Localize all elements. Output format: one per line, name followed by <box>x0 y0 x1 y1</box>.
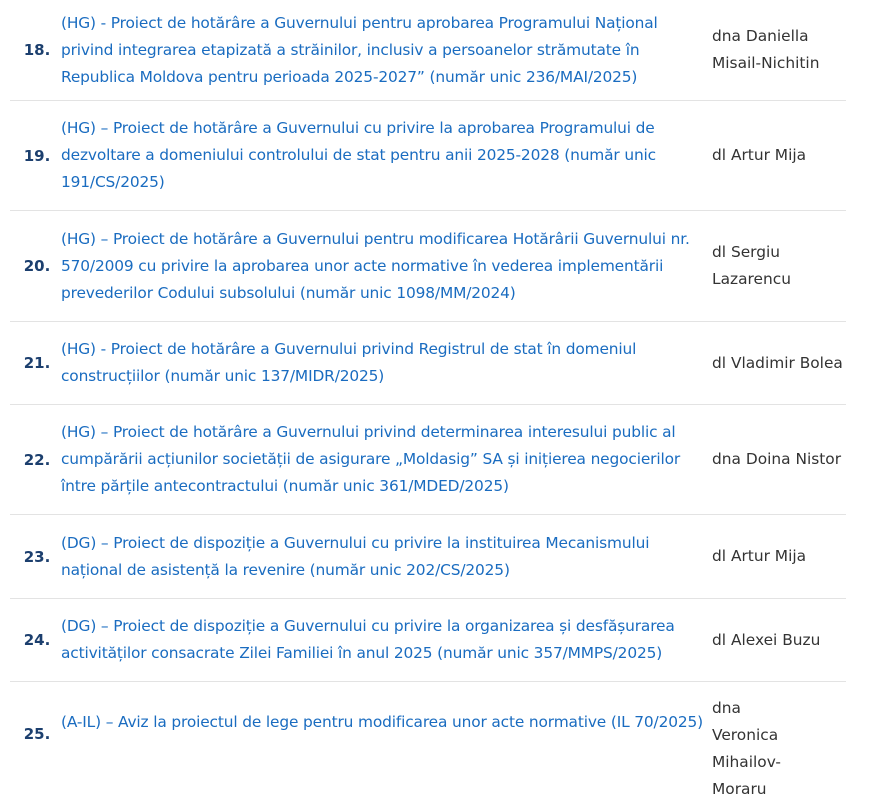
item-number: 25. <box>23 725 51 743</box>
item-number: 19. <box>23 146 51 165</box>
item-title-link[interactable]: (HG) - Proiect de hotărâre a Guvernului privind Registrul de stat în domeniul construcțiilor (număr unic 137/MIDR/2025) <box>61 340 637 385</box>
agenda-table <box>10 0 846 798</box>
agenda-row <box>10 515 846 599</box>
agenda-row <box>10 682 846 798</box>
item-speaker: dl Artur Mija <box>712 146 807 164</box>
item-title-link[interactable]: (HG) - Proiect de hotărâre a Guvernului pentru aprobarea Programului Național privind integrarea etapizată a străinilor, inclusiv a persoanelor strămutate în Republica Moldova pentru perioada 2025-2027” (număr unic 236/MAI/2025) <box>61 13 658 86</box>
item-speaker: dna Veronica Mihailov-Moraru <box>712 699 781 798</box>
item-number: 21. <box>23 354 51 372</box>
item-speaker: dl Alexei Buzu <box>712 630 821 649</box>
agenda-row <box>10 405 846 515</box>
item-title-link[interactable]: (DG) – Proiect de dispoziție a Guvernului cu privire la organizarea și desfășurarea activităților consacrate Zilei Familiei în anul 2025 (număr unic 357/MMPS/2025) <box>61 617 675 662</box>
item-number: 20. <box>23 257 51 275</box>
agenda-row <box>10 599 846 682</box>
item-number: 18. <box>23 41 51 59</box>
item-number: 22. <box>23 450 51 469</box>
item-title-link[interactable]: (DG) – Proiect de dispoziție a Guvernului cu privire la instituirea Mecanismului național de asistență la revenire (număr unic 202/CS/2025) <box>61 533 650 579</box>
item-speaker: dl Sergiu Lazarencu <box>712 243 791 288</box>
item-speaker: dna Daniella Misail-Nichitin <box>712 27 820 72</box>
item-title-link[interactable]: (HG) – Proiect de hotărâre a Guvernului cu privire la aprobarea Programului de dezvoltare a domeniului controlului de stat pentru anii 2025-2028 (număr unic 191/CS/2025) <box>61 119 656 191</box>
item-number: 23. <box>23 547 51 566</box>
item-title-link[interactable]: (HG) – Proiect de hotărâre a Guvernului privind determinarea interesului public al cumpărării acțiunilor societății de asigurare „Moldasig” SA și inițierea negocierilor între părțile antecontractului (număr unic 361/MDED/2025) <box>61 423 681 495</box>
agenda-row <box>10 211 846 322</box>
item-title-link[interactable]: (A-IL) – Aviz la proiectul de lege pentru modificarea unor acte normative (IL 70/2025) <box>61 713 704 731</box>
item-number: 24. <box>23 631 51 649</box>
agenda-row <box>10 101 846 211</box>
item-title-link[interactable]: (HG) – Proiect de hotărâre a Guvernului pentru modificarea Hotărârii Guvernului nr. 570/2009 cu privire la aprobarea unor acte normative în vederea implementării prevederilor Codului subsolului (număr unic 1098/MM/2024) <box>61 229 690 302</box>
item-speaker: dna Doina Nistor <box>712 450 842 468</box>
agenda-row <box>10 322 846 405</box>
item-speaker: dl Vladimir Bolea <box>712 353 843 372</box>
agenda-row <box>10 0 846 101</box>
item-speaker: dl Artur Mija <box>712 547 807 565</box>
